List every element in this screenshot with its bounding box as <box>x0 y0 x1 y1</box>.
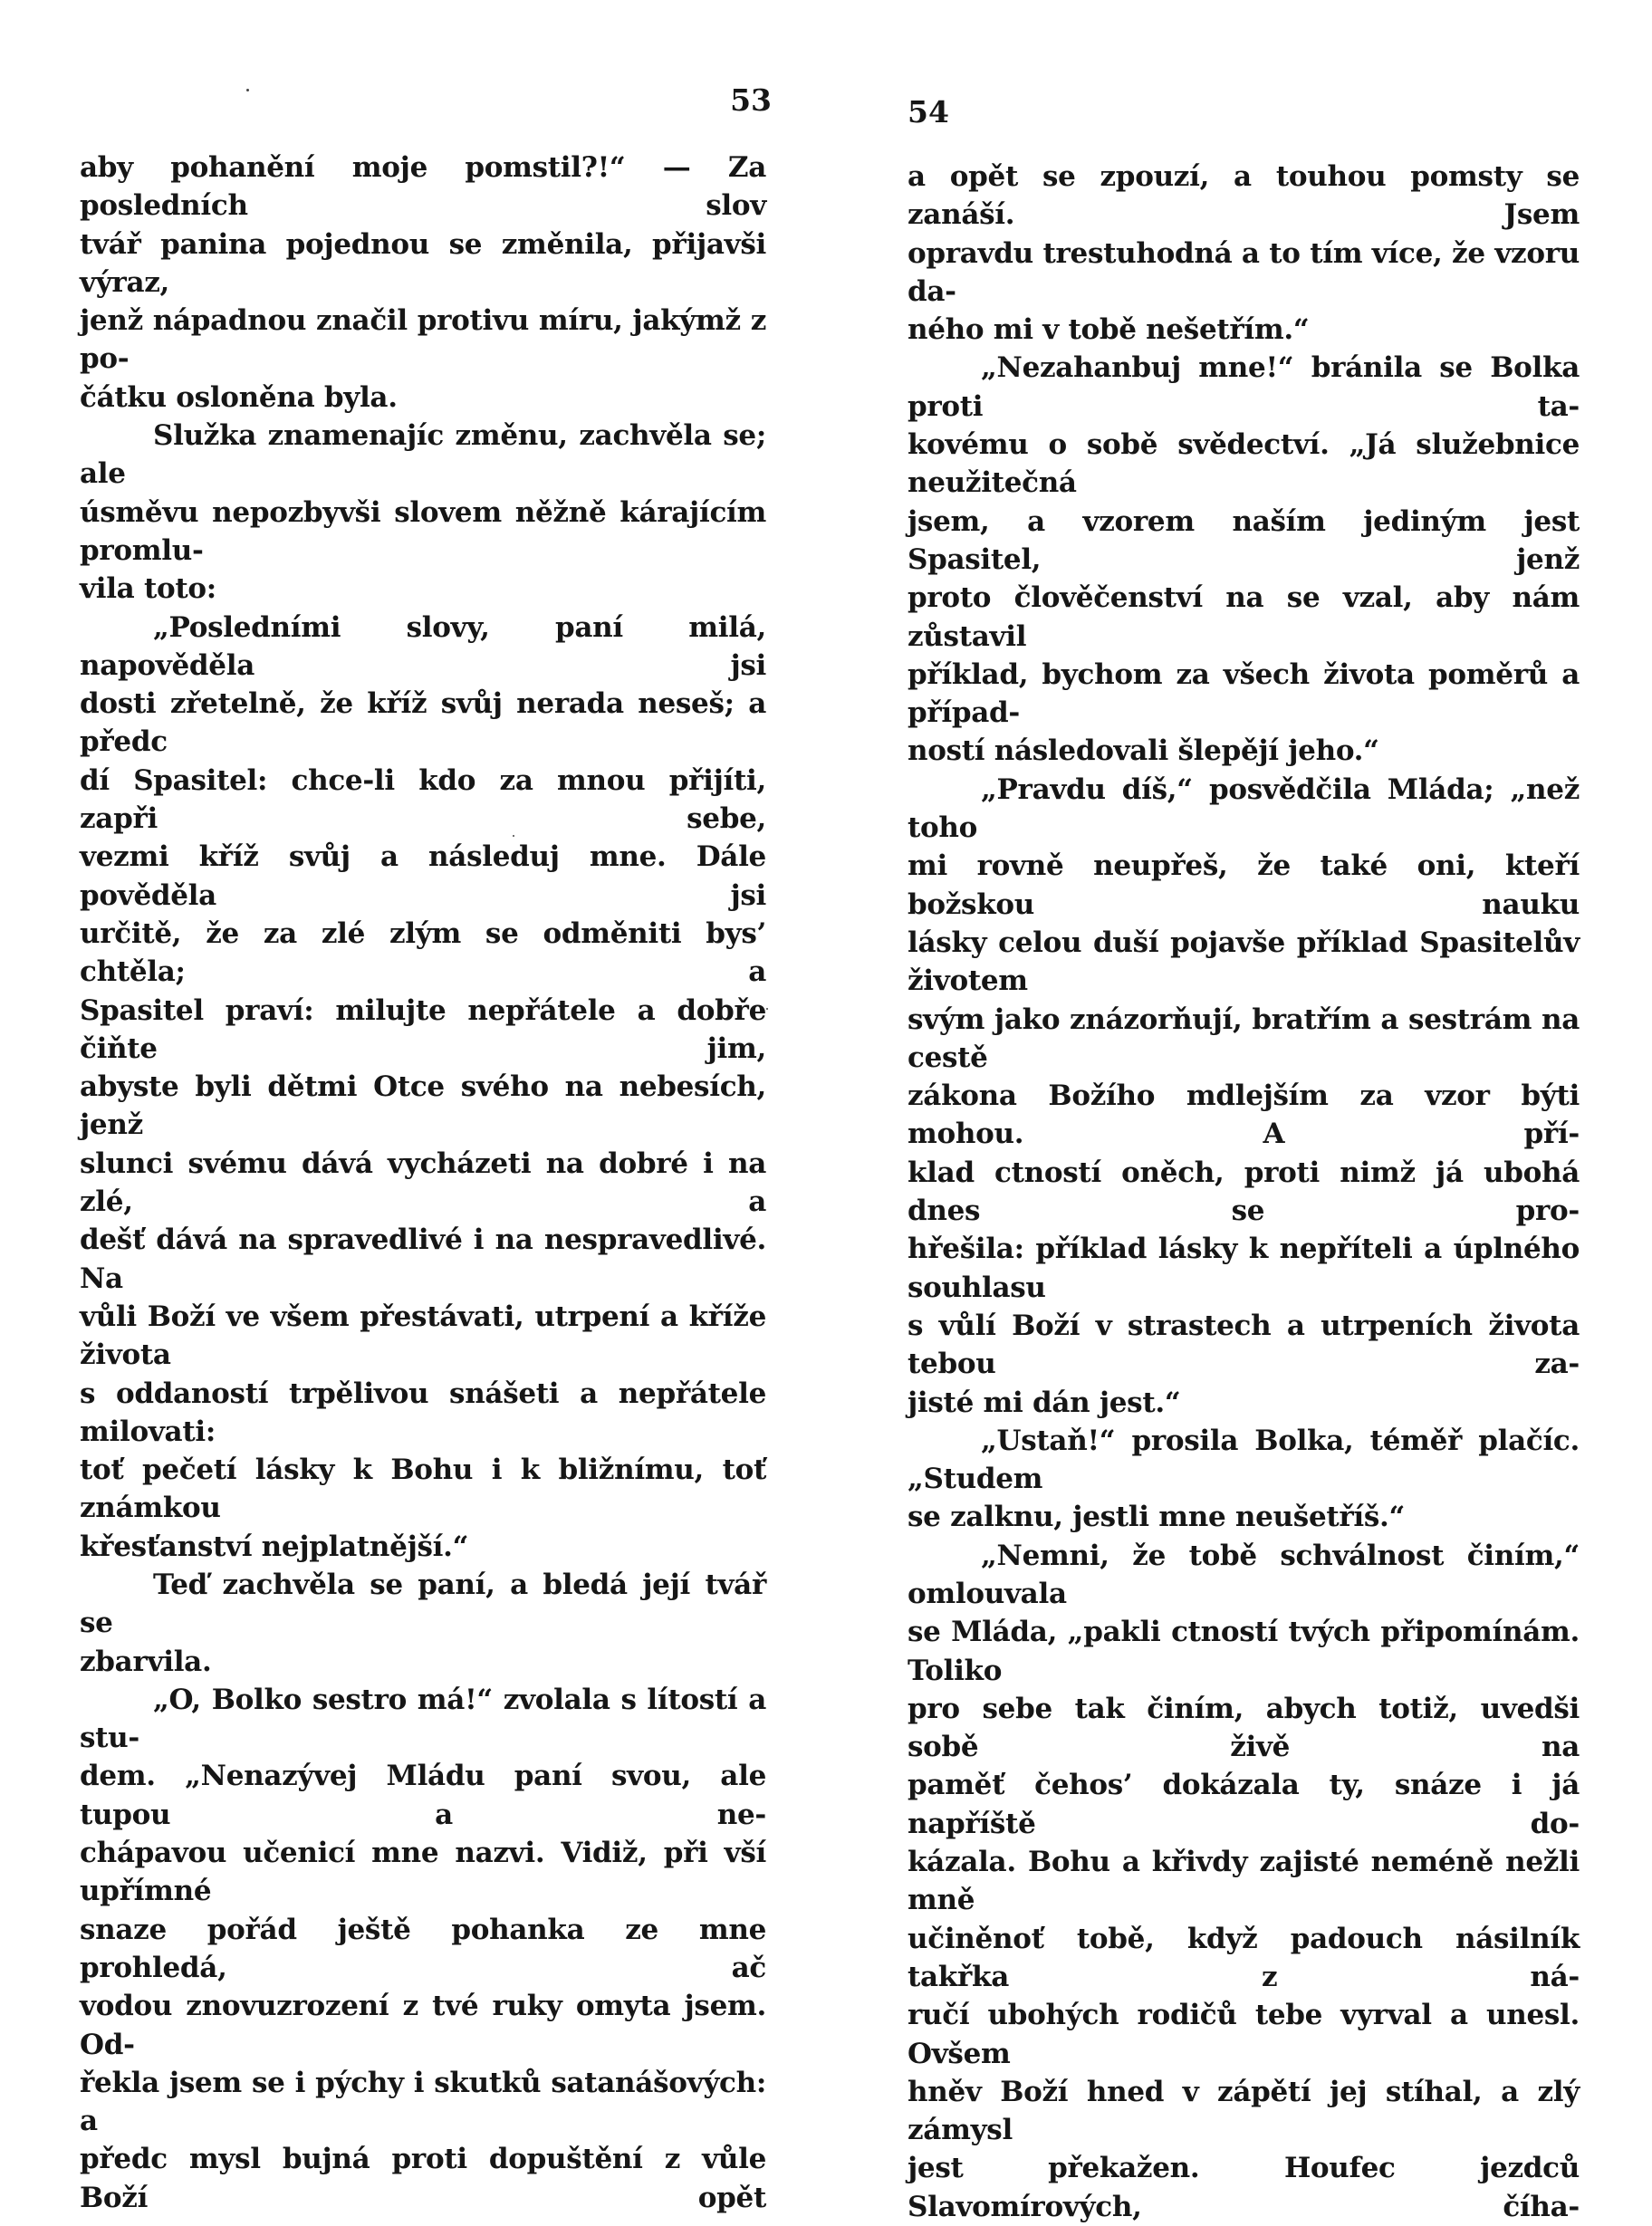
text-line: vůli Boží ve všem přestávati, utrpení a kříže života <box>80 1300 766 1372</box>
text-line: vodou znovuzrození z tvé ruky omyta jsem. Od- <box>80 1990 766 2061</box>
paragraph <box>908 1537 1580 2226</box>
text-line: jest překažen. Houfec jezdců Slavomírových, číha- <box>908 2152 1580 2223</box>
text-line: slunci svému dává vycházeti na dobré i na zlé, a <box>80 1147 766 1219</box>
page-text <box>80 149 766 2217</box>
text-line: aby pohanění moje pomstil?!“ — Za posledních slov <box>80 151 766 223</box>
paragraph <box>908 1422 1580 1537</box>
text-line: zákona Božího mdlejším za vzor býti mohou. A pří- <box>908 1079 1580 1151</box>
text-line: dem. „Nenazývej Mládu paní svou, ale tupou a ne- <box>80 1760 766 1831</box>
text-line: dešť dává na spravedlivé i na nespravedlivé. Na <box>80 1223 766 1295</box>
text-line: Služka znamenajíc změnu, zachvěla se; ale <box>80 419 766 491</box>
text-line: jisté mi dán jest.“ <box>908 1386 1181 1419</box>
text-line: příklad, bychom za všech života poměrů a případ- <box>908 657 1580 730</box>
text-line: mi rovně neupřeš, že také oni, kteří božskou nauku <box>908 849 1580 921</box>
print-speck <box>513 835 514 837</box>
text-line: kázala. Bohu a křivdy zajisté neméně nežli mně <box>908 1846 1580 1917</box>
text-line: ručí ubohých rodičů tebe vyrval a unesl. Ovšem <box>908 1999 1580 2070</box>
page-number: 54 <box>908 94 949 130</box>
text-line: učiněnoť tobě, když padouch násilník takřka z ná- <box>908 1922 1580 1993</box>
paragraph <box>908 771 1580 1422</box>
text-line: a opět se zpouzí, a touhou pomsty se zanáší. Jsem <box>908 160 1580 232</box>
text-line: „Ustaň!“ prosila Bolka, téměř plačíc. „Studem <box>908 1424 1580 1496</box>
text-line: řekla jsem se i pýchy i skutků satanášových: a <box>80 2066 766 2138</box>
text-line: se zalknu, jestli mne neušetříš.“ <box>908 1501 1406 1534</box>
text-line: tvář panina pojednou se změnila, přijavši výraz, <box>80 227 766 299</box>
text-line: s vůlí Boží v strastech a utrpeních života tebou za- <box>908 1309 1580 1381</box>
paragraph <box>80 609 766 1566</box>
text-line: chápavou učenicí mne nazvi. Vidiž, při vší upřímné <box>80 1837 766 1908</box>
text-line: dosti zřetelně, že kříž svůj nerada neseš; a předc <box>80 687 766 759</box>
paragraph <box>80 1681 766 2217</box>
text-line: Teď zachvěla se paní, a bledá její tvář se <box>80 1568 766 1640</box>
text-line: snaze pořád ještě pohanka ze mne prohledá, ač <box>80 1913 766 1984</box>
text-line: vila toto: <box>80 572 216 606</box>
text-line: pro sebe tak činím, abych totiž, uvedši sobě živě na <box>908 1692 1580 1764</box>
text-line: abyste byli dětmi Otce svého na nebesích, jenž <box>80 1070 766 1142</box>
text-line: se Mláda, „pakli ctností tvých připomínám. Toliko <box>908 1616 1580 1687</box>
text-line: jenž nápadnou značil protivu míru, jakýmž z po- <box>80 304 766 376</box>
text-line: jsem, a vzorem naším jediným jest Spasitel, jenž <box>908 504 1580 576</box>
paragraph <box>80 149 766 417</box>
print-speck <box>246 89 249 91</box>
text-line: „O, Bolko sestro má!“ zvolala s lítostí a stu- <box>80 1683 766 1755</box>
text-line: zbarvila. <box>80 1645 212 1678</box>
text-line: křesťanství nejplatnější.“ <box>80 1530 469 1563</box>
page-number: 53 <box>730 82 772 118</box>
text-line: úsměvu nepozbyvši slovem něžně kárajícím promlu- <box>80 495 766 567</box>
text-line: vezmi kříž svůj a následuj mne. Dále pověděla jsi <box>80 840 766 912</box>
text-line: kovému o sobě svědectví. „Já služebnice neužitečná <box>908 428 1580 500</box>
text-line: „Nezahanbuj mne!“ bránila se Bolka proti ta- <box>908 351 1580 423</box>
text-line: předc mysl bujná proti dopuštění z vůle Boží opět <box>80 2143 766 2214</box>
text-line: hřešila: příklad lásky k nepříteli a úplného souhlasu <box>908 1233 1580 1304</box>
page-text <box>908 158 1580 2226</box>
text-line: proto člověčenství na se vzal, aby nám zůstavil <box>908 581 1580 653</box>
paragraph <box>908 349 1580 770</box>
text-line: „Nemni, že tobě schválnost činím,“ omlouvala <box>908 1539 1580 1610</box>
text-line: „Posledními slovy, paní milá, napověděla jsi <box>80 610 766 682</box>
paragraph <box>908 158 1580 349</box>
text-line: svým jako znázorňují, bratřím a sestrám na cestě <box>908 1003 1580 1074</box>
text-line: ností následovali šlepějí jeho.“ <box>908 734 1379 768</box>
text-line: klad ctností oněch, proti nimž já ubohá dnes se pro- <box>908 1156 1580 1228</box>
print-speck <box>766 1008 768 1010</box>
text-line: ného mi v tobě nešetřím.“ <box>908 313 1310 347</box>
paragraph <box>80 1566 766 1681</box>
text-line: lásky celou duší pojavše příklad Spasitelův životem <box>908 926 1580 998</box>
text-line: Spasitel praví: milujte nepřátele a dobře čiňte jim, <box>80 993 766 1065</box>
text-line: toť pečetí lásky k Bohu i k bližnímu, toť známkou <box>80 1454 766 1525</box>
text-line: určitě, že za zlé zlým se odměniti bys’ chtěla; a <box>80 916 766 989</box>
text-line: dí Spasitel: chce-li kdo za mnou přijíti, zapři sebe, <box>80 763 766 836</box>
text-line: čátku osloněna byla. <box>80 380 398 414</box>
text-line: s oddaností trpělivou snášeti a nepřátele milovati: <box>80 1377 766 1448</box>
text-line: hněv Boží hned v zápětí jej stíhal, a zlý zámysl <box>908 2075 1580 2147</box>
paragraph <box>80 417 766 608</box>
text-line: opravdu trestuhodná a to tím více, že vzoru da- <box>908 236 1580 308</box>
text-line: paměť čehos’ dokázala ty, snáze i já napříště do- <box>908 1769 1580 1840</box>
text-line: „Pravdu díš,“ posvědčila Mláda; „než toho <box>908 772 1580 845</box>
